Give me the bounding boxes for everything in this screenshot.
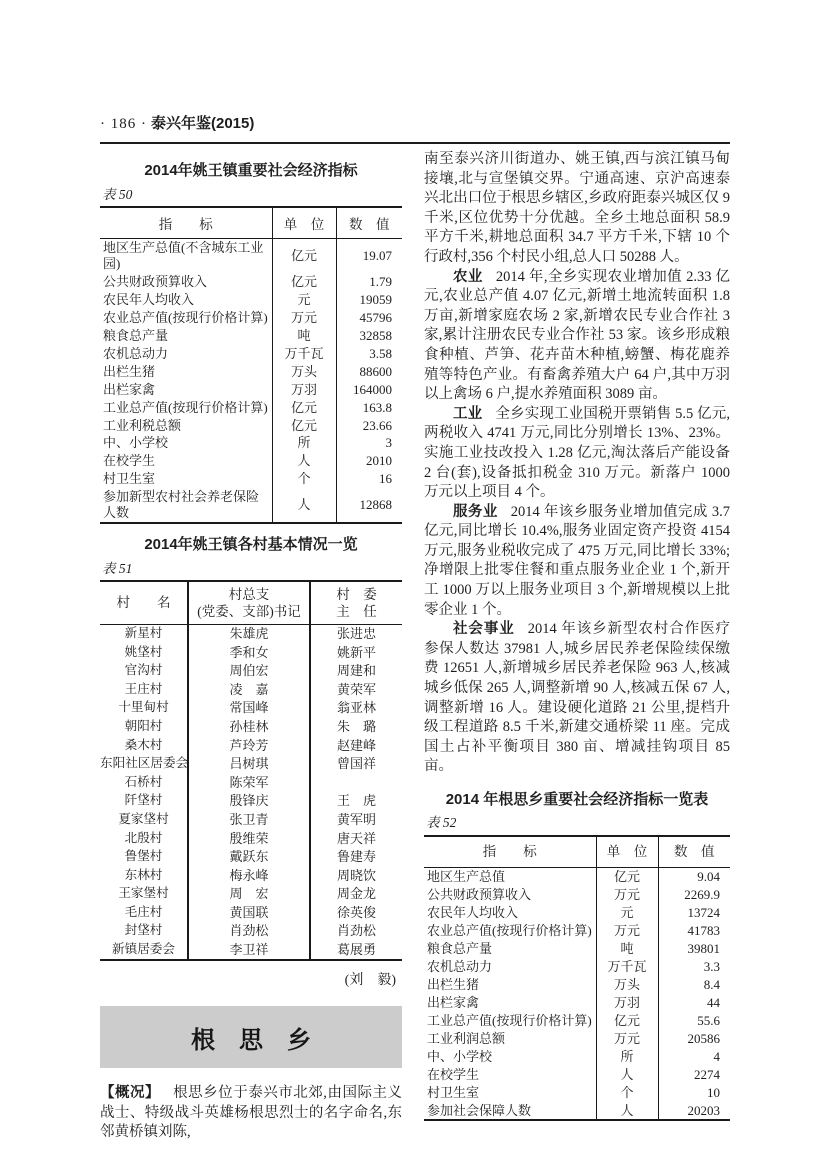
col-header-value: 数 值 [336,207,402,239]
director-cell: 黄军明 [310,811,402,830]
secretary-cell: 黄国联 [188,903,310,922]
village-row [100,662,402,681]
secretary-cell: 芦玲芳 [188,736,310,755]
indicator-cell: 出栏家禽 [427,994,480,1010]
value-cell: 4 [658,1047,730,1065]
village-row [100,736,402,755]
table-row [424,904,730,922]
table-row [424,867,730,885]
left-column [100,150,402,1143]
indicator-cell: 在校学生 [103,453,156,469]
paragraph-services-label: 服务业 [453,503,498,520]
table-row [100,273,402,291]
value-cell: 3.3 [658,958,730,976]
village-name-cell: 毛庄村 [124,904,163,919]
village-row [100,792,402,811]
value-cell: 3 [336,434,402,452]
unit-cell: 亿元 [272,398,336,416]
village-name-cell: 桑木村 [124,737,163,752]
table-51-header-row [100,581,402,625]
indicator-cell: 出栏生猪 [103,363,156,379]
table-51-title: 2014年姚王镇各村基本情况一览 [144,535,358,553]
book-title: 泰兴年鉴(2015) [151,115,255,132]
village-name-cell: 朝阳村 [124,719,163,734]
unit-cell: 万千瓦 [272,344,336,362]
secretary-cell: 季和女 [188,643,310,662]
table-50 [100,206,402,524]
director-cell [310,773,402,792]
table-row [100,309,402,327]
village-name-cell: 王庄村 [124,681,163,696]
director-cell: 徐英俊 [310,903,402,922]
village-row [100,643,402,662]
paragraph-agriculture-label: 农业 [453,268,483,285]
paragraph-social-programs-label: 社会事业 [453,621,515,638]
secretary-cell: 肖劲松 [188,922,310,941]
table-51-block [100,533,402,961]
indicator-cell: 村卫生室 [427,1084,480,1100]
value-cell: 9.04 [658,867,730,885]
value-cell: 20203 [658,1101,730,1120]
village-row [100,885,402,904]
unit-cell: 人 [272,452,336,470]
table-row [100,326,402,344]
unit-cell: 个 [272,470,336,488]
unit-cell: 亿元 [596,867,658,885]
value-cell: 45796 [336,309,402,327]
secretary-cell: 殷锋庆 [188,792,310,811]
table-row [100,291,402,309]
value-cell: 41783 [658,922,730,940]
village-row [100,866,402,885]
director-cell: 翁亚林 [310,699,402,718]
village-name-cell: 东阳社区居委会 [100,756,189,771]
col-header-indicator: 指 标 [100,207,272,239]
secretary-cell: 常国峰 [188,699,310,718]
indicator-cell: 出栏家禽 [103,381,156,397]
secretary-cell: 周 宏 [188,885,310,904]
paragraph-agriculture [424,268,730,405]
secretary-cell: 梅永峰 [188,866,310,885]
value-cell: 44 [658,994,730,1012]
value-cell: 16 [336,470,402,488]
village-name-cell: 东林村 [124,867,163,882]
village-name-cell: 封垡村 [124,923,163,938]
col-header-village-name: 村 名 [100,581,188,625]
director-cell: 周建和 [310,662,402,681]
village-name-cell: 北殷村 [124,830,163,845]
village-name-cell: 王家堡村 [118,886,169,901]
value-cell: 23.66 [336,416,402,434]
indicator-cell: 工业总产值(按现行价格计算) [103,399,268,415]
director-cell: 朱 璐 [310,718,402,737]
table-52-caption: 表 52 [426,814,457,830]
village-name-cell: 新镇居委会 [112,941,175,956]
value-cell: 39801 [658,940,730,958]
table-row [100,344,402,362]
unit-cell: 元 [596,904,658,922]
table-row [424,922,730,940]
unit-cell: 元 [272,291,336,309]
village-row [100,903,402,922]
table-row [100,239,402,273]
table-52-header-row [424,836,730,867]
value-cell: 19059 [336,291,402,309]
table-52-block [424,790,730,1121]
value-cell: 1.79 [336,273,402,291]
table-52-title: 2014 年根思乡重要社会经济指标一览表 [445,791,709,808]
value-cell: 163.8 [336,398,402,416]
indicator-cell: 参加社会保障人数 [427,1102,532,1118]
unit-cell: 亿元 [272,239,336,273]
unit-cell: 万头 [272,362,336,380]
secretary-cell: 吕树琪 [188,755,310,774]
village-name-cell: 姚垡村 [124,644,163,659]
village-name-cell: 新星村 [124,626,163,641]
secretary-cell: 戴跃东 [188,848,310,867]
village-row [100,941,402,961]
table-row [100,470,402,488]
indicator-cell: 粮食总产量 [103,327,169,343]
indicator-cell: 工业利税总额 [103,417,182,433]
indicator-cell: 农民年人均收入 [103,291,195,307]
director-cell: 周金龙 [310,885,402,904]
indicator-cell: 公共财政预算收入 [103,273,208,289]
intro-paragraph: 南至泰兴济川街道办、姚王镇,西与滨江镇马甸接壤,北与宣堡镇交界。宁通高速、京沪高速泰兴北出口位于根思乡辖区,乡政府距泰兴城区仅 9 千米,区位优势十分优越。全乡土地总面积 58.9 平方千米,耕地总面积 34.7 平方千米,下辖 10 个行政村,356 个村民小组,总人口 50288 人。 [424,151,730,265]
secretary-cell: 朱雄虎 [188,624,310,643]
col-header-secretary [188,581,310,625]
director-cell: 王 虎 [310,792,402,811]
table-row [100,398,402,416]
value-cell: 3.58 [336,344,402,362]
unit-cell: 亿元 [596,1012,658,1030]
unit-cell: 人 [272,488,336,523]
paragraph-social-programs-text: 2014 年该乡新型农村合作医疗参保人数达 37981 人,城乡居民养老保险续保缴费 12651 人,新增城乡居民养老保险 963 人,核减城乡低保 265 人,调整新增 90 人,核减五保 67 人,调整新增 16 人。建设硬化道路 21 公里,提档升级工程道路 8.5 千米,新建交通桥梁 11 座。完成国土占补平衡项目 380 亩、增减挂钩项目 85 亩。 [424,621,730,775]
village-row [100,848,402,867]
table-row [424,1012,730,1030]
unit-cell: 万千瓦 [596,958,658,976]
village-row [100,699,402,718]
indicator-cell: 在校学生 [427,1066,480,1082]
table-row [424,1083,730,1101]
paragraph-services [424,503,730,621]
secretary-cell: 周伯宏 [188,662,310,681]
village-row [100,718,402,737]
village-name-cell: 官沟村 [124,663,163,678]
value-cell: 2010 [336,452,402,470]
village-row [100,755,402,774]
table-row [100,380,402,398]
col-header-committee-director [310,581,402,625]
col-header-value: 数 值 [658,836,730,867]
page-header [100,112,730,144]
village-name-cell: 十里甸村 [118,700,169,715]
col-header-committee-line1: 村 委 [336,586,377,602]
col-header-secretary-line2: (党委、支部)书记 [197,603,301,619]
value-cell: 2274 [658,1065,730,1083]
indicator-cell: 农机总动力 [427,958,493,974]
director-cell: 鲁建寿 [310,848,402,867]
village-row [100,829,402,848]
director-cell: 唐天祥 [310,829,402,848]
director-cell: 周晓饮 [310,866,402,885]
table-52 [424,835,730,1121]
secretary-cell: 陈荣军 [188,773,310,792]
table-50-block [100,159,402,524]
village-row [100,680,402,699]
section-header-genxi-township: 根 思 乡 [100,1006,402,1068]
value-cell: 8.4 [658,976,730,994]
table-50-caption: 表 50 [102,187,133,202]
value-cell: 164000 [336,380,402,398]
col-header-unit: 单 位 [272,207,336,239]
unit-cell: 吨 [272,326,336,344]
table-50-title: 2014年姚王镇重要社会经济指标 [144,162,358,179]
right-column [424,150,730,1143]
unit-cell: 吨 [596,940,658,958]
value-cell: 2269.9 [658,886,730,904]
village-row [100,922,402,941]
table-51-caption: 表 51 [102,560,133,576]
village-row [100,773,402,792]
page-number: · 186 · [100,116,147,132]
paragraph-agriculture-text: 2014 年,全乡实现农业增加值 2.33 亿元,农业总产值 4.07 亿元,新增土地流转面积 1.8 万亩,新增家庭农场 2 家,新增农民专业合作社 3 家,累计注册农民专业合作社 53 家。该乡形成粮食种植、芦笋、花卉苗木种植,螃蟹、梅花鹿养殖等特色产业。有畜禽养殖大户 64 户,其中万羽以上禽场 6 户,提水养殖面积 3089 亩。 [424,268,731,403]
col-header-unit: 单 位 [596,836,658,867]
overview-text: 根思乡位于泰兴市北郊,由国际主义战士、特级战斗英雄杨根思烈士的名字命名,东邻黄桥镇刘陈, [100,1085,403,1141]
unit-cell: 个 [596,1083,658,1101]
director-cell: 葛展勇 [310,941,402,961]
secretary-cell: 孙桂林 [188,718,310,737]
col-header-indicator: 指 标 [424,836,596,867]
village-row [100,811,402,830]
table-row [100,452,402,470]
paragraph-industry [424,405,730,503]
two-column-layout [100,150,730,1143]
indicator-cell: 农业总产值(按现行价格计算) [427,922,592,938]
unit-cell: 万元 [272,309,336,327]
paragraph-services-text: 2014 年该乡服务业增加值完成 3.7 亿元,同比增长 10.4%,服务业固定资产投资 4154 万元,服务业税收完成了 475 万元,同比增长 33%;净增限上批零住餐和重点服务业企业 1 个,新开工 1000 万以上服务业项目 3 个,新增规模以上批零企业 1 个。 [424,503,730,618]
village-name-cell: 鲁堡村 [124,849,163,864]
secretary-cell: 李卫祥 [188,941,310,961]
value-cell: 12868 [336,488,402,523]
col-header-committee-line2: 主 任 [336,603,377,619]
table-row [424,1047,730,1065]
indicator-cell: 农业总产值(按现行价格计算) [103,309,268,325]
unit-cell: 万元 [596,1030,658,1048]
unit-cell: 万羽 [272,380,336,398]
village-name-cell: 石桥村 [124,774,163,789]
value-cell: 10 [658,1083,730,1101]
yearbook-page [100,112,730,1143]
table-row [424,1065,730,1083]
paragraph-industry-text: 全乡实现工业国税开票销售 5.5 亿元,两税收入 4741 万元,同比分别增长 13%、23%。实施工业技改投入 1.28 亿元,淘汰落后产能设备 2 台(套),设备抵扣税金 310 万元。新落户 1000 万元以上项目 4 个。 [424,405,730,501]
director-cell: 张进忠 [310,624,402,643]
village-name-cell: 阡垡村 [124,793,163,808]
table-row [424,976,730,994]
table-51 [100,580,402,961]
paragraph-industry-label: 工业 [453,405,483,422]
indicator-cell: 中、小学校 [427,1048,493,1064]
secretary-cell: 殷维荣 [188,829,310,848]
unit-cell: 所 [272,434,336,452]
table-row [424,886,730,904]
village-name-cell: 夏家垡村 [118,811,169,826]
indicator-cell: 农机总动力 [103,345,169,361]
value-cell: 20586 [658,1030,730,1048]
table-row [424,940,730,958]
table-row [424,994,730,1012]
value-cell: 32858 [336,326,402,344]
table-row [424,1101,730,1120]
value-cell: 55.6 [658,1012,730,1030]
value-cell: 19.07 [336,239,402,273]
indicator-cell: 参加新型农村社会养老保险人数 [103,489,260,520]
unit-cell: 亿元 [272,416,336,434]
value-cell: 88600 [336,362,402,380]
indicator-cell: 农民年人均收入 [427,904,519,920]
unit-cell: 人 [596,1101,658,1120]
table-row [424,1030,730,1048]
table-row [424,958,730,976]
table-row [100,362,402,380]
unit-cell: 万元 [596,886,658,904]
table-row [100,416,402,434]
director-cell: 肖劲松 [310,922,402,941]
director-cell: 赵建峰 [310,736,402,755]
col-header-secretary-line1: 村总支 [228,586,270,602]
director-cell: 黄荣军 [310,680,402,699]
indicator-cell: 村卫生室 [103,471,156,487]
indicator-cell: 工业总产值(按现行价格计算) [427,1012,592,1028]
unit-cell: 万头 [596,976,658,994]
indicator-cell: 粮食总产量 [427,940,493,956]
unit-cell: 所 [596,1047,658,1065]
table-row [100,488,402,523]
unit-cell: 万元 [596,922,658,940]
village-row [100,624,402,643]
secretary-cell: 凌 嘉 [188,680,310,699]
secretary-cell: 张卫青 [188,811,310,830]
indicator-cell: 地区生产总值 [427,868,506,884]
overview-paragraph [100,1084,402,1143]
indicator-cell: 中、小学校 [103,435,169,451]
table-50-header-row [100,207,402,239]
unit-cell: 人 [596,1065,658,1083]
overview-label: 【概况】 [100,1085,161,1102]
table-row [100,434,402,452]
author-attribution: (刘 毅) [344,973,396,989]
indicator-cell: 地区生产总值(不含城东工业园) [103,240,264,271]
unit-cell: 万羽 [596,994,658,1012]
indicator-cell: 出栏生猪 [427,976,480,992]
director-cell: 姚新平 [310,643,402,662]
value-cell: 13724 [658,904,730,922]
indicator-cell: 公共财政预算收入 [427,886,532,902]
paragraph-social-programs [424,620,730,777]
director-cell: 曾国祥 [310,755,402,774]
indicator-cell: 工业利润总额 [427,1030,506,1046]
unit-cell: 亿元 [272,273,336,291]
